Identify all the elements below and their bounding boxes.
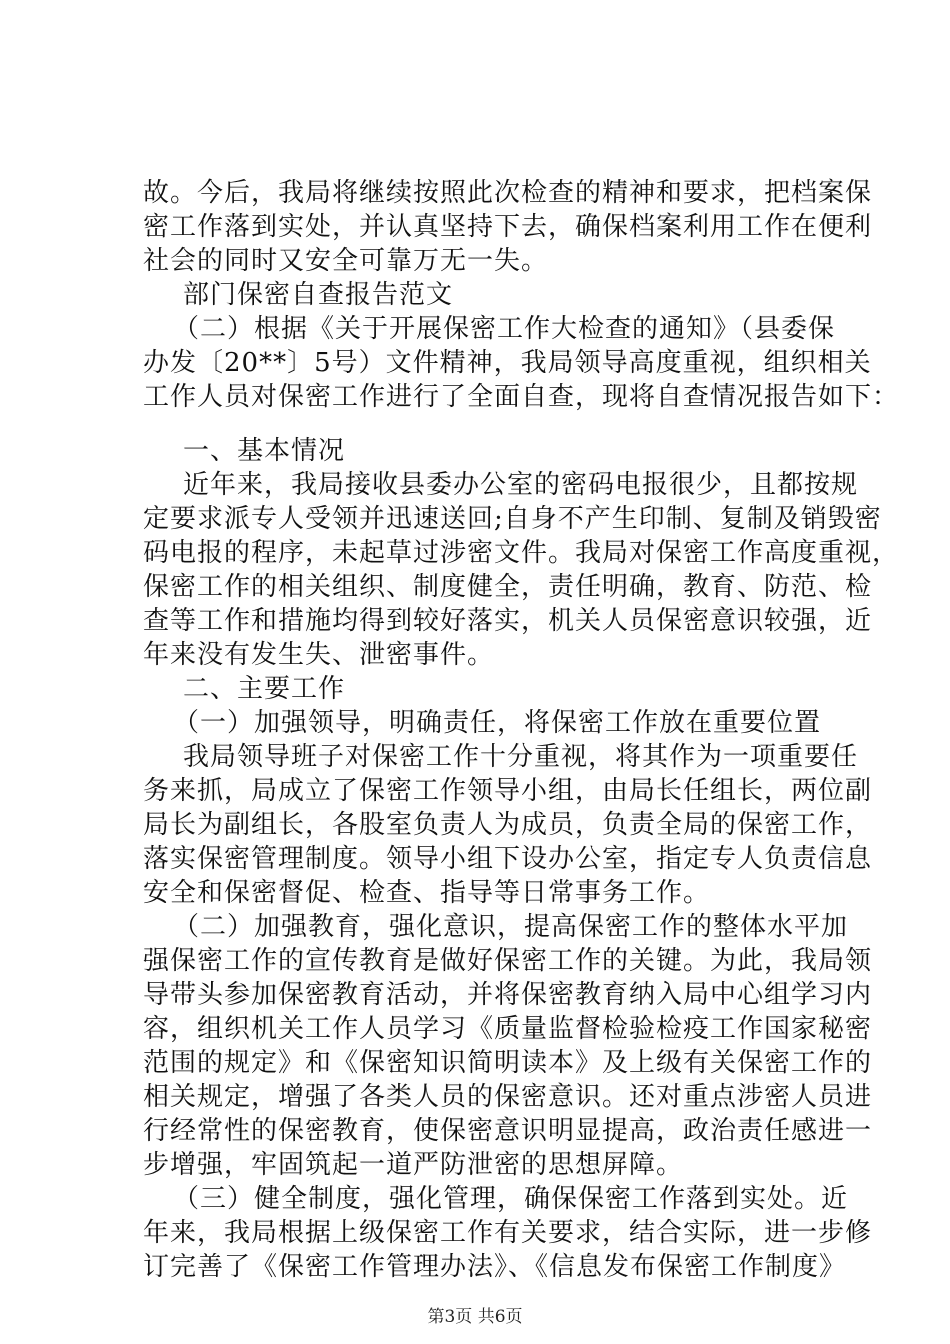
body-text-line: 务来抓，局成立了保密工作领导小组，由局长任组长，两位副 (143, 776, 873, 806)
section-heading: 二、主要工作 (183, 674, 346, 704)
body-text-line: （三）健全制度，强化管理，确保保密工作落到实处。近 (173, 1184, 849, 1214)
body-text-line: 年来，我局根据上级保密工作有关要求，结合实际，进一步修 (143, 1218, 873, 1248)
body-text-line: 密工作落到实处，并认真坚持下去，确保档案利用工作在便利 (143, 212, 873, 242)
body-text-line: 安全和保密督促、检查、指导等日常事务工作。 (143, 878, 711, 908)
body-text-line: 我局领导班子对保密工作十分重视，将其作为一项重要任 (183, 742, 859, 772)
body-text-line: （二）加强教育，强化意识，提高保密工作的整体水平加 (173, 912, 849, 942)
body-text-line: 码电报的程序，未起草过涉密文件。我局对保密工作高度重视， (143, 538, 900, 568)
body-text-line: 社会的同时又安全可靠万无一失。 (143, 246, 549, 276)
body-text-line: 范围的规定》和《保密知识简明读本》及上级有关保密工作的 (143, 1048, 873, 1078)
body-text-line: 相关规定，增强了各类人员的保密意识。还对重点涉密人员进 (143, 1082, 873, 1112)
section-title: 部门保密自查报告范文 (183, 280, 454, 310)
body-text-line: 保密工作的相关组织、制度健全，责任明确，教育、防范、检 (143, 572, 873, 602)
body-text-line: 局长为副组长，各股室负责人为成员，负责全局的保密工作， (143, 810, 873, 840)
body-text-line: 工作人员对保密工作进行了全面自查，现将自查情况报告如下： (143, 382, 900, 412)
body-text-line: 导带头参加保密教育活动，并将保密教育纳入局中心组学习内 (143, 980, 873, 1010)
body-text-line: 年来没有发生失、泄密事件。 (143, 640, 495, 670)
body-text-line: 故。今后，我局将继续按照此次检查的精神和要求，把档案保 (143, 178, 873, 208)
body-text-line: 定要求派专人受领并迅速送回;自身不产生印制、复制及销毁密 (143, 504, 882, 534)
body-text-line: 行经常性的保密教育，使保密意识明显提高，政治责任感进一 (143, 1116, 873, 1146)
body-text-line: （二）根据《关于开展保密工作大检查的通知》（县委保 (173, 314, 836, 344)
body-text-line: 订完善了《保密工作管理办法》、《信息发布保密工作制度》 (143, 1252, 847, 1282)
body-text-line: 近年来，我局接收县委办公室的密码电报很少，且都按规 (183, 470, 859, 500)
body-text-line: 查等工作和措施均得到较好落实，机关人员保密意识较强，近 (143, 606, 873, 636)
body-text-line: 办发〔20**〕5号）文件精神，我局领导高度重视，组织相关 (143, 348, 872, 378)
subsection-heading: （一）加强领导，明确责任，将保密工作放在重要位置 (173, 708, 822, 738)
section-heading: 一、基本情况 (183, 436, 346, 466)
body-text-line: 强保密工作的宣传教育是做好保密工作的关键。为此，我局领 (143, 946, 873, 976)
body-text-line: 落实保密管理制度。领导小组下设办公室，指定专人负责信息 (143, 844, 873, 874)
body-text-line: 步增强，牢固筑起一道严防泄密的思想屏障。 (143, 1150, 684, 1180)
page-number-footer: 第3页 共6页 (427, 1307, 523, 1327)
body-text-line: 容，组织机关工作人员学习《质量监督检验检疫工作国家秘密 (143, 1014, 873, 1044)
